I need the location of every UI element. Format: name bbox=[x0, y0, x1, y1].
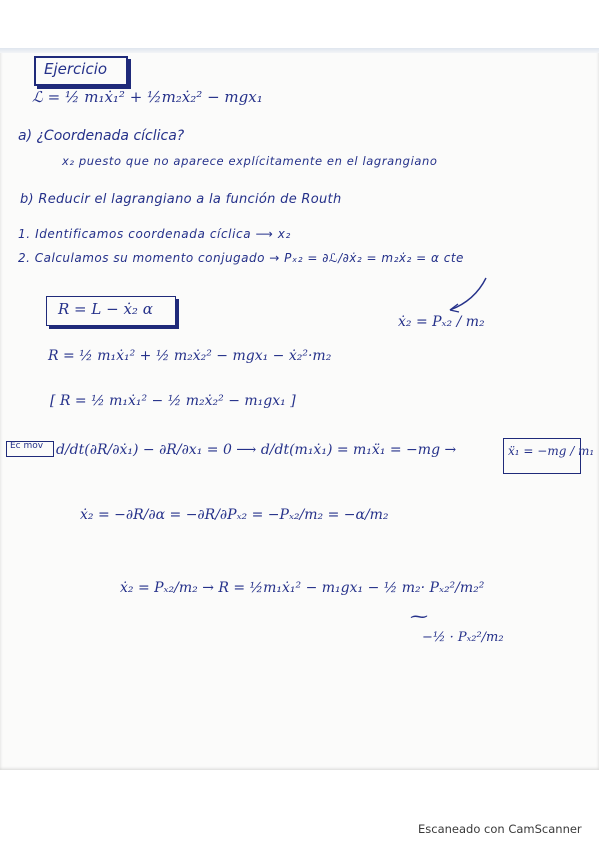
momentum-result: ẋ₂ = Pₓ₂ / m₂ bbox=[398, 314, 485, 330]
underbrace-mark: ⁓ bbox=[410, 606, 428, 627]
step-1: 1. Identificamos coordenada cíclica ⟶ x₂ bbox=[18, 227, 291, 241]
part-b-question: b) Reducir el lagrangiano a la función de Routh bbox=[20, 192, 342, 207]
x2-substitution: ẋ₂ = Pₓ₂/m₂ → R = ½m₁ẋ₁² − m₁gx₁ − ½ m₂· Pₓ₂²/m₂² bbox=[120, 580, 485, 596]
ec-mov-label: Ec mov bbox=[10, 441, 44, 451]
part-a-question: a) ¿Coordenada cíclica? bbox=[18, 128, 185, 144]
curved-arrow-icon bbox=[440, 276, 490, 316]
lagrangian-equation: ℒ = ½ m₁ẋ₁² + ½m₂ẋ₂² − mgx₁ bbox=[32, 88, 263, 106]
step-2: 2. Calculamos su momento conjugado → Pₓ₂ = ∂ℒ/∂ẋ₂ = m₂ẋ₂ = α cte bbox=[18, 251, 464, 265]
routh-definition: R = L − ẋ₂ α bbox=[58, 300, 153, 318]
final-term: −½ · Pₓ₂²/m₂ bbox=[422, 630, 504, 645]
acceleration-result: ẍ₁ = −mg / m₁ bbox=[508, 444, 595, 458]
camscanner-watermark: Escaneado con CamScanner bbox=[418, 822, 582, 836]
routh-expanded: R = ½ m₁ẋ₁² + ½ m₂ẋ₂² − mgx₁ − ẋ₂²·m₂ bbox=[48, 348, 332, 364]
x2-velocity-equation: ẋ₂ = −∂R/∂α = −∂R/∂Pₓ₂ = −Pₓ₂/m₂ = −α/m₂ bbox=[80, 507, 389, 523]
exercise-title: Ejercicio bbox=[44, 60, 108, 78]
routh-simplified: [ R = ½ m₁ẋ₁² − ½ m₂ẋ₂² − m₁gx₁ ] bbox=[50, 393, 296, 409]
euler-lagrange-equation: d/dt(∂R/∂ẋ₁) − ∂R/∂x₁ = 0 ⟶ d/dt(m₁ẋ₁) = m₁ẍ₁ = −mg → bbox=[56, 442, 457, 458]
part-a-answer: x₂ puesto que no aparece explícitamente en el lagrangiano bbox=[62, 154, 438, 168]
